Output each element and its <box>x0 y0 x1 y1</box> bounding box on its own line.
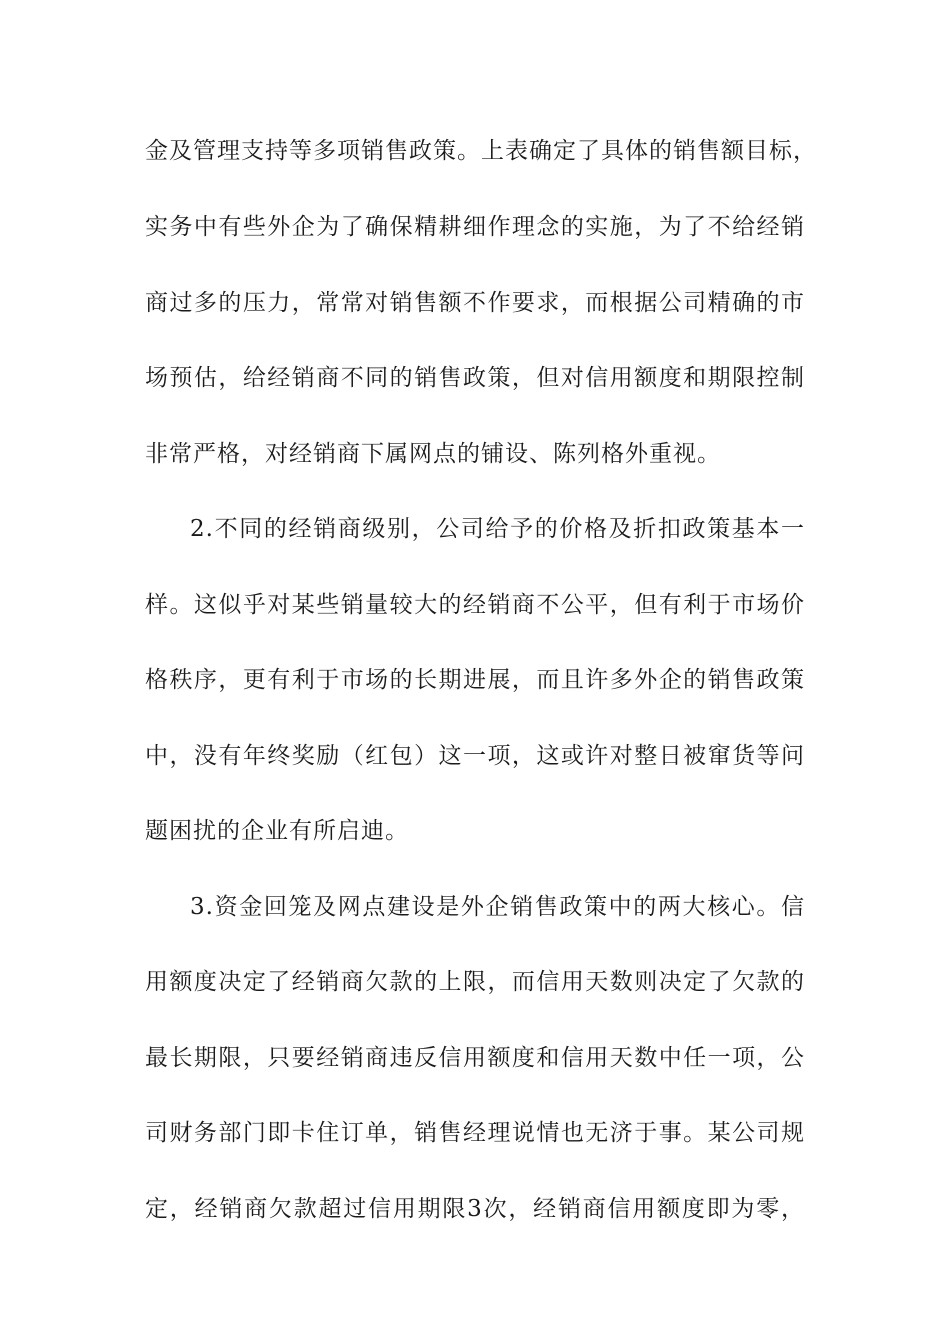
paragraph-line: 场预估，给经销商不同的销售政策，但对信用额度和期限控制 <box>145 365 805 391</box>
paragraph-line: 2.不同的经销商级别，公司给予的价格及折扣政策基本一 <box>190 516 805 542</box>
paragraph-line: 金及管理支持等多项销售政策。上表确定了具体的销售额目标， <box>145 138 817 164</box>
paragraph-line: 司财务部门即卡住订单，销售经理说情也无济于事。某公司规 <box>145 1120 805 1146</box>
paragraph-line: 非常严格，对经销商下属网点的铺设、陈列格外重视。 <box>145 441 721 467</box>
paragraph-line: 用额度决定了经销商欠款的上限，而信用天数则决定了欠款的 <box>145 969 805 995</box>
paragraph-line: 样。这似乎对某些销量较大的经销商不公平，但有利于市场价 <box>145 592 805 618</box>
paragraph-line: 中，没有年终奖励（红包）这一项，这或许对整日被窜货等问 <box>145 743 805 769</box>
paragraph-line: 题困扰的企业有所启迪。 <box>145 818 409 844</box>
paragraph-line: 3.资金回笼及网点建设是外企销售政策中的两大核心。信 <box>190 894 805 920</box>
paragraph-line: 商过多的压力，常常对销售额不作要求，而根据公司精确的市 <box>145 290 805 316</box>
paragraph-line: 最长期限，只要经销商违反信用额度和信用天数中任一项，公 <box>145 1045 805 1071</box>
paragraph-line: 定，经销商欠款超过信用期限3次，经销商信用额度即为零， <box>145 1196 805 1222</box>
paragraph-line: 实务中有些外企为了确保精耕细作理念的实施，为了不给经销 <box>145 214 805 240</box>
paragraph-line: 格秩序，更有利于市场的长期进展，而且许多外企的销售政策 <box>145 667 805 693</box>
